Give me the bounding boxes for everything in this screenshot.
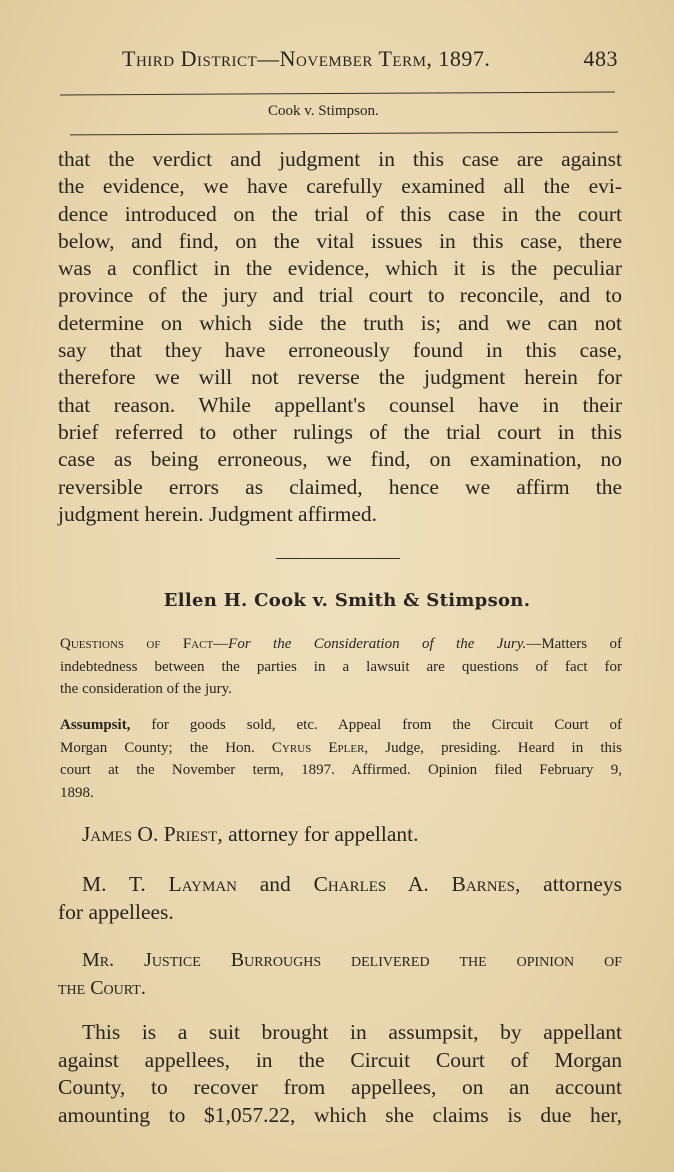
text-line: amounting to $1,057.22, which she claims is due her, — [58, 1102, 622, 1127]
counsel-appellees: M. T. Layman and Charles A. Barnes, attorneys for appellees. — [58, 872, 622, 924]
summary-line: 1898. — [60, 784, 94, 801]
text-line: below, and find, on the vital issues in this case, there — [58, 228, 622, 253]
text-line: dence introduced on the trial of this case in the court — [58, 201, 622, 226]
opinion-attribution: Mr. Justice Burroughs delivered the opinion of the Court. — [58, 949, 622, 999]
headnote-line: indebtedness between the parties in a lawsuit are questions of fact for — [60, 658, 622, 675]
running-header-title: Third District—November Term, 1897. — [122, 46, 491, 71]
case-summary — [60, 714, 622, 804]
text-line: This is a suit brought in assumpsit, by appellant — [82, 1020, 622, 1044]
opinion-start — [58, 1019, 622, 1129]
running-header — [122, 46, 622, 72]
headnote-line: the consideration of the jury. — [60, 681, 232, 697]
text-line: province of the jury and trial court to reconcile, and to — [58, 283, 622, 308]
headnote-line: Questions of Fact—For the Consideration of the Jury.—Matters of — [60, 636, 623, 652]
appellee-attorney: M. T. Layman — [82, 872, 237, 896]
text-line: judgment herein. Judgment affirmed. — [58, 501, 378, 526]
text-line: that reason. While appellant's counsel have in their — [58, 392, 622, 417]
header-rule — [60, 92, 615, 96]
appellant-attorney: James O. Priest — [82, 822, 218, 846]
case-reference: Cook v. Stimpson. — [268, 103, 379, 119]
appellee-attorney: Charles A. Barnes — [313, 872, 516, 896]
text-line: brief referred to other rulings of the trial court in this — [58, 419, 622, 444]
summary-lead: Assumpsit, — [60, 717, 131, 733]
text-line: reversible errors as claimed, hence we affirm the — [58, 474, 622, 499]
text-line: therefore we will not reverse the judgment herein for — [58, 365, 622, 390]
section-divider — [276, 558, 400, 559]
judge-name: Cyrus Epler — [271, 739, 365, 756]
headnote — [60, 633, 622, 701]
text-line: the evidence, we have carefully examined all the evi- — [58, 174, 622, 199]
summary-line: court at the November term, 1897. Affirmed. Opinion filed February 9, — [60, 762, 622, 778]
headnote-subtopic: For the Consideration of the Jury. — [228, 636, 527, 652]
text-line: case as being erroneous, we find, on examination, no — [58, 447, 622, 472]
summary-line: Assumpsit, for goods sold, etc. Appeal from the Circuit Court of — [60, 717, 622, 733]
headnote-topic: Questions of Fact — [60, 636, 214, 652]
text-line: say that they have erroneously found in this case, — [58, 338, 622, 363]
opinion-continuation — [58, 146, 622, 528]
text-line: was a conflict in the evidence, which it is the peculiar — [58, 256, 622, 281]
page-number: 483 — [583, 46, 618, 71]
case-title: Ellen H. Cook v. Smith & Stimpson. — [163, 590, 531, 611]
counsel-appellant: James O. Priest, attorney for appellant. — [82, 822, 419, 846]
case-reference-rule — [70, 132, 618, 136]
text-line: that the verdict and judgment in this case are against — [58, 147, 622, 171]
text-line: County, to recover from appellees, on an account — [58, 1075, 622, 1099]
text-line: determine on which side the truth is; and we can not — [58, 310, 622, 335]
text-line: against appellees, in the Circuit Court of Morgan — [58, 1047, 622, 1072]
summary-line: Morgan County; the Hon. Cyrus Epler, Judge, presiding. Heard in this — [60, 739, 623, 756]
